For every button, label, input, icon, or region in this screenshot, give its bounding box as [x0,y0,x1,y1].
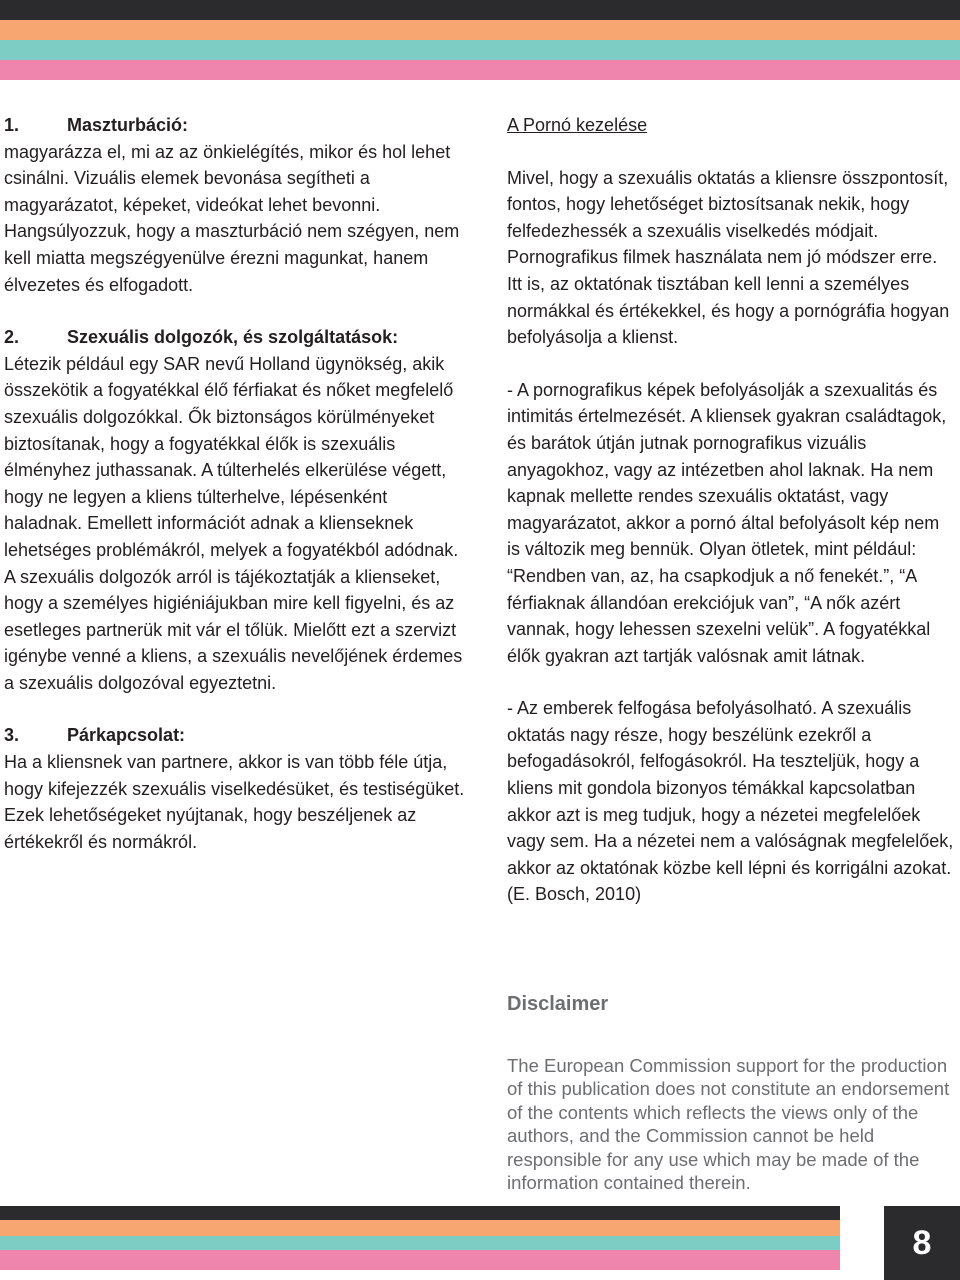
disclaimer-text: The European Commission support for the production of this publication does not constitute an endorsement of the contents which reflects the views only of the authors, and the Commission cannot be held responsible for any use which may be made of the information contained therein. [507,1055,950,1194]
top-stripe-teal [0,40,960,60]
porn-section-heading: A Pornó kezelése [507,115,648,135]
porn-paragraph-2: - A pornografikus képek befolyásolják a szexualitás és intimitás értelmezését. A kliensek gyakran családtagok, és barátok útján jutnak pornografikus vizuális anyagokhoz, vagy az intézetben ahol laknak. Ha nem kapnak mellette rendes szexuális oktatást, vagy magyarázatot, akkor a pornó által befolyásolt kép nem is változik meg bennük. Olyan ötletek, mint például: “Rendben van, az, ha csapkodjuk a nő fenekét.”, “A férfiaknak állandóan erekciójuk van”, “A nők azért vannak, hogy lehessen szexelni velük”. A fogyatékkal élők gyakran azt tartják valósnak amit látnak. [507,379,947,666]
section-2-body: Létezik például egy SAR nevű Holland ügynökség, akik összekötik a fogyatékkal élő férfiakat és nőket megfelelő szexuális dolgozókkal. Ők biztonságos körülményeket biztosítanak, hogy a fogyatékkal élők is szexuális élményhez juthassanak. A túlterhelés elkerülése végett, hogy ne legyen a kliens túlterhelve, lépésenként haladnak. Emellett információt adnak a klienseknek lehetséges problémákról, melyek a fogyatékból adódnak. A szexuális dolgozók arról is tájékoztatják a klienseket, hogy a személyes higiéniájukban mire kell figyelni, és az esetleges partnerük mit vár el tőlük. Mielőtt ezt a szervizt igénybe venné a kliens, a szexuális nevelőjének érdemes a szexuális dolgozóval egyeztetni. [4,353,463,693]
right-column [507,112,957,908]
porn-paragraph-3: - Az emberek felfogása befolyásolható. A szexuális oktatás nagy része, hogy beszélünk ezekről a befogadásokról, felfogásokról. Ha teszteljük, hogy a kliens mit gondola bizonyos témákkal kapcsolatban akkor azt is meg tudjuk, hogy a nézetei megfelelőek vagy sem. Ha a nézetei nem a valóságnak megfelelőek, akkor az oktatónak közbe kell lépni és korrigálni azokat. (E. Bosch, 2010) [507,698,954,905]
porn-paragraph-1: Mivel, hogy a szexuális oktatás a kliensre összpontosít, fontos, hogy lehetőséget biztosítsanak nekik, hogy felfedezhessék a szexuális viselkedés módjait. Pornografikus filmek használata nem jó módszer erre. Itt is, az oktatónak tisztában kell lenni a személyes normákkal és értékekkel, és hogy a pornógráfia hogyan befolyásolja a klienst. [507,167,950,348]
section-1-heading: Maszturbáció: [67,115,189,135]
page-number: 8 [884,1206,960,1280]
bottom-stripe-orange [0,1220,840,1236]
disclaimer-title: Disclaimer [507,993,609,1015]
top-stripe-pink [0,60,960,80]
section-3-number: 3. [4,725,20,746]
left-column [4,112,466,855]
section-2-heading: Szexuális dolgozók, és szolgáltatások: [67,327,399,348]
bottom-stripe-teal [0,1236,840,1250]
disclaimer-block [507,990,957,1194]
bottom-stripe-dark [0,1206,840,1220]
bottom-stripe-pink [0,1250,840,1270]
section-1-title [4,112,466,139]
section-1-body: magyarázza el, mi az az önkielégítés, mikor és hol lehet csinálni. Vizuális elemek bevonása segítheti a magyarázatot, képeket, videókat lehet bevonni. Hangsúlyozzuk, hogy a maszturbáció nem szégyen, nem kell miatta megszégyenülve érezni magunkat, hanem élvezetes és elfogadott. [4,141,460,295]
top-stripe-dark [0,0,960,20]
section-3-title [4,722,466,749]
top-stripe-orange [0,20,960,40]
section-2-number: 2. [4,327,20,348]
section-3-heading: Párkapcsolat: [67,725,186,746]
section-2-title [4,324,466,351]
section-1-number: 1. [4,115,20,135]
section-3-body: Ha a kliensnek van partnere, akkor is van több féle útja, hogy kifejezzék szexuális viselkedésüket, és testiségüket. Ezek lehetőségeket nyújtanak, hogy beszéljenek az értékekről és normákról. [4,752,465,852]
